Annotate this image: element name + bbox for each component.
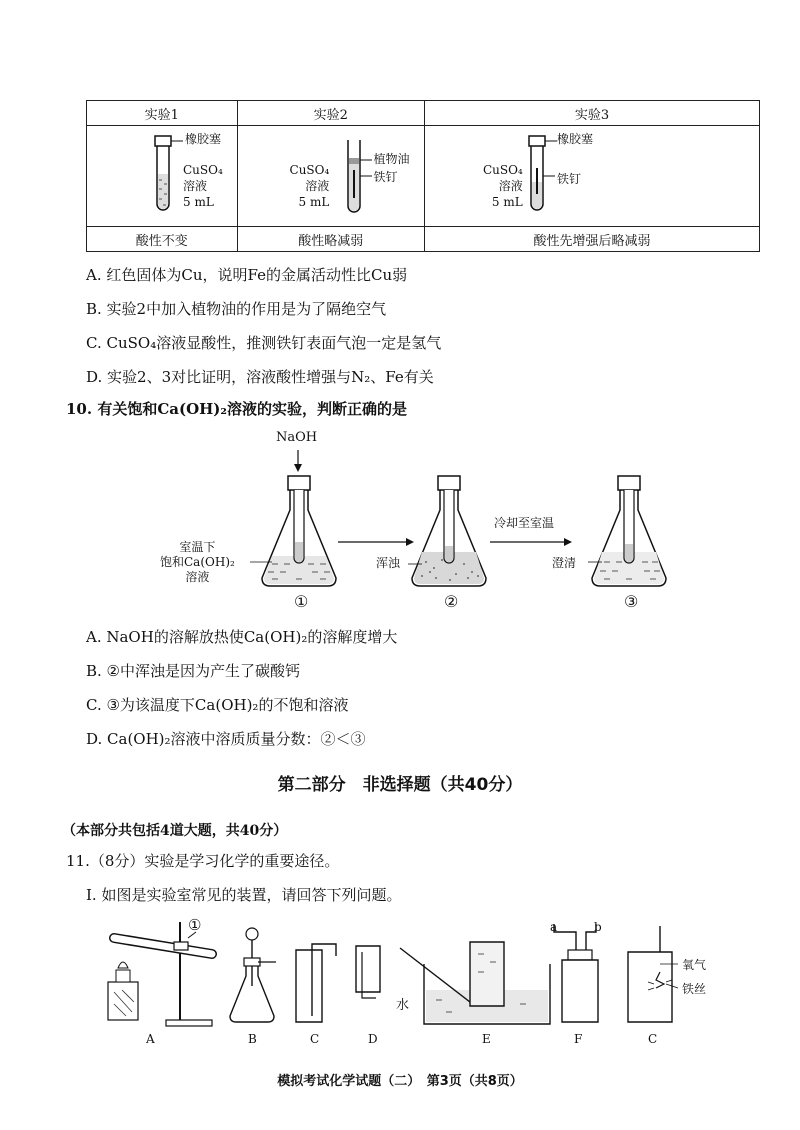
exp2-result: 酸性略减弱 — [237, 227, 424, 252]
apparatus-label-e: E — [482, 1032, 491, 1046]
section-title: 第二部分 非选择题（共40分） — [277, 775, 523, 795]
q10-option-c: C. ③为该温度下Ca(OH)₂的不饱和溶液 — [86, 696, 349, 714]
f-port-a: a — [550, 920, 558, 934]
q9-option-a: A. 红色固体为Cu，说明Fe的金属活动性比Cu弱 — [86, 266, 408, 284]
marker-2: ② — [444, 592, 459, 611]
exp2-solution-label: CuSO₄ 溶液 5 mL — [289, 163, 330, 209]
q10-option-d: D. Ca(OH)₂溶液中溶质质量分数：②＜③ — [86, 730, 366, 748]
exp3-stopper-label: 橡胶塞 — [556, 132, 593, 146]
apparatus-label-b: B — [248, 1032, 257, 1046]
exp1-result: 酸性不变 — [87, 227, 238, 252]
apparatus-f — [554, 924, 598, 1022]
water-label: 水 — [396, 998, 410, 1013]
apparatus-label-c2: C — [648, 1032, 658, 1046]
exp3-solution-label: CuSO₄ 溶液 5 mL — [482, 163, 523, 209]
q10-flask-diagram — [250, 446, 710, 596]
exp1-figure-cell — [87, 126, 238, 227]
apparatus-e — [400, 942, 550, 1024]
exp2-header: 实验2 — [237, 101, 424, 126]
flask3-label: 澄清 — [552, 556, 577, 570]
f-port-b: b — [594, 920, 602, 934]
apparatus-label-c: C — [310, 1032, 320, 1046]
page-footer: 模拟考试化学试题（二） 第3页（共8页） — [277, 1074, 523, 1089]
exp3-result: 酸性先增强后略减弱 — [424, 227, 759, 252]
exp2-oil-label: 植物油 — [373, 152, 410, 166]
experiment-table — [86, 100, 760, 252]
q10-stem: 10. 有关饱和Ca(OH)₂溶液的实验，判断正确的是 — [66, 400, 407, 418]
flask-1 — [262, 476, 336, 586]
q9-option-c: C. CuSO₄溶液显酸性，推测铁钉表面气泡一定是氢气 — [86, 334, 442, 352]
exp1-solution-label: CuSO₄ 溶液 5 mL — [183, 163, 223, 209]
apparatus-marker: ① — [188, 916, 202, 934]
section-note: （本部分共包括4道大题，共40分） — [62, 823, 288, 839]
oxygen-label: 氧气 — [682, 958, 707, 972]
exp2-nail-label: 铁钉 — [373, 170, 398, 184]
apparatus-b — [230, 928, 276, 1022]
apparatus-d — [356, 946, 380, 998]
apparatus-label-d: D — [368, 1032, 378, 1046]
exp3-nail-label: 铁钉 — [556, 172, 581, 186]
exp2-test-tube — [338, 136, 378, 218]
exp2-figure-cell — [237, 126, 424, 227]
q9-option-d: D. 实验2、3对比证明，溶液酸性增强与N₂、Fe有关 — [86, 368, 434, 386]
flask1-label: 室温下 饱和Ca(OH)₂ 溶液 — [160, 540, 235, 584]
apparatus-label-a: A — [146, 1032, 155, 1046]
exp3-header: 实验3 — [424, 101, 759, 126]
q10-option-b: B. ②中浑浊是因为产生了碳酸钙 — [86, 662, 301, 680]
marker-3: ③ — [624, 592, 639, 611]
naoh-label: NaOH — [276, 430, 318, 445]
exp3-figure-cell — [424, 126, 759, 227]
iron-wire-label: 铁丝 — [682, 982, 707, 996]
flask-3 — [592, 476, 666, 586]
flask2-label: 浑浊 — [376, 556, 401, 570]
cooling-arrow-label: 冷却至室温 — [494, 516, 555, 530]
apparatus-c2 — [628, 926, 678, 1022]
q10-option-a: A. NaOH的溶解放热使Ca(OH)₂的溶解度增大 — [86, 628, 398, 646]
q11-stem: 11.（8分）实验是学习化学的重要途径。 — [66, 852, 340, 870]
apparatus-a — [108, 922, 212, 1026]
exp1-stopper-label: 橡胶塞 — [185, 132, 222, 146]
apparatus-label-f: F — [574, 1032, 583, 1046]
q11-part1: Ⅰ. 如图是实验室常见的装置，请回答下列问题。 — [86, 886, 402, 904]
marker-1: ① — [294, 592, 309, 611]
exp1-test-tube — [147, 134, 187, 216]
flask-2 — [412, 476, 486, 586]
apparatus-c — [296, 944, 336, 1022]
exp1-header: 实验1 — [87, 101, 238, 126]
exp3-test-tube — [521, 134, 561, 216]
q9-option-b: B. 实验2中加入植物油的作用是为了隔绝空气 — [86, 300, 387, 318]
